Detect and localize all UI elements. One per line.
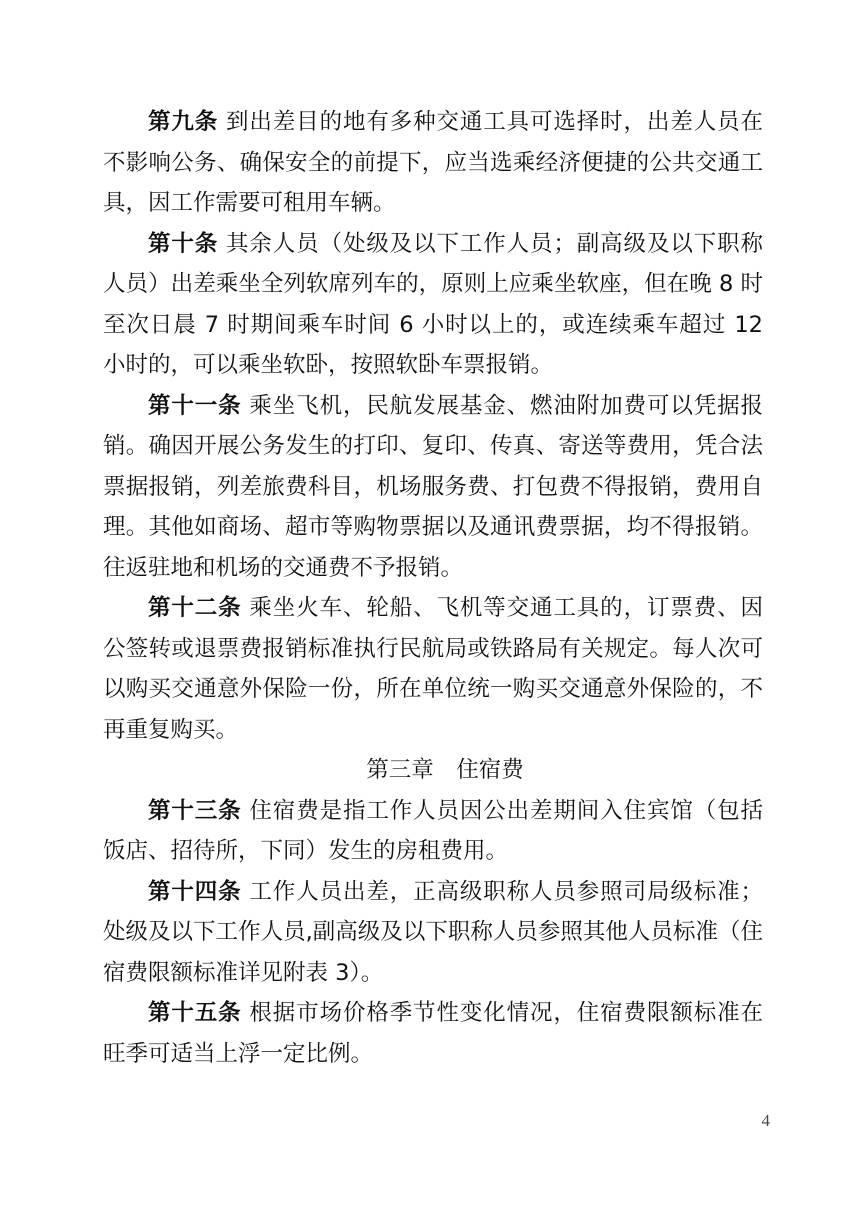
article-label: 第十三条 (148, 797, 242, 824)
document-page (103, 102, 763, 1074)
article-label: 第十条 (148, 230, 219, 257)
article-text: 乘坐火车、轮船、飞机等交通工具的，订票费、因公签转或退票费报销标准执行民航局或铁路局有关规定。每人次可以购买交通意外保险一份，所在单位统一购买交通意外保险的，不再重复购买。 (103, 595, 763, 743)
article-label: 第十四条 (148, 878, 242, 905)
article-text: 其余人员（处级及以下工作人员；副高级及以下职称人员）出差乘坐全列软席列车的，原则上应乘坐软座，但在晚 8 时至次日晨 7 时期间乘车时间 6 小时以上的，或连续乘车超过 12 小时的，可以乘坐软卧，按照软卧车票报销。 (103, 230, 763, 378)
chapter-title: 住宿费 (456, 757, 524, 783)
article-text: 住宿费是指工作人员因公出差期间入住宾馆（包括饭店、招待所，下同）发生的房租费用。 (103, 797, 763, 864)
article-text: 乘坐飞机，民航发展基金、燃油附加费可以凭据报销。确因开展公务发生的打印、复印、传真、寄送等费用，凭合法票据报销，列差旅费科目，机场服务费、打包费不得报销，费用自理。其他如商场、超市等购物票据以及通讯费票据，均不得报销。往返驻地和机场的交通费不予报销。 (103, 392, 763, 581)
article-text: 工作人员出差，正高级职称人员参照司局级标准；处级及以下工作人员,副高级及以下职称人员参照其他人员标准（住宿费限额标准详见附表 3）。 (103, 878, 763, 986)
article-text: 到出差目的地有多种交通工具可选择时，出差人员在不影响公务、确保安全的前提下，应当选乘经济便捷的公共交通工具，因工作需要可租用车辆。 (103, 109, 763, 216)
chapter-heading (103, 750, 763, 791)
article-9 (103, 102, 763, 224)
article-14 (103, 872, 763, 994)
article-13 (103, 791, 763, 872)
article-label: 第十二条 (148, 595, 242, 621)
article-label: 第九条 (148, 109, 219, 135)
chapter-number: 第三章 (366, 757, 434, 783)
page-number: 4 (761, 1111, 770, 1130)
article-12 (103, 588, 763, 750)
article-label: 第十五条 (148, 1000, 242, 1026)
article-text: 根据市场价格季节性变化情况，住宿费限额标准在旺季可适当上浮一定比例。 (103, 1000, 763, 1067)
article-label: 第十一条 (148, 392, 242, 419)
article-10 (103, 224, 763, 386)
article-11 (103, 386, 763, 589)
article-15 (103, 993, 763, 1074)
